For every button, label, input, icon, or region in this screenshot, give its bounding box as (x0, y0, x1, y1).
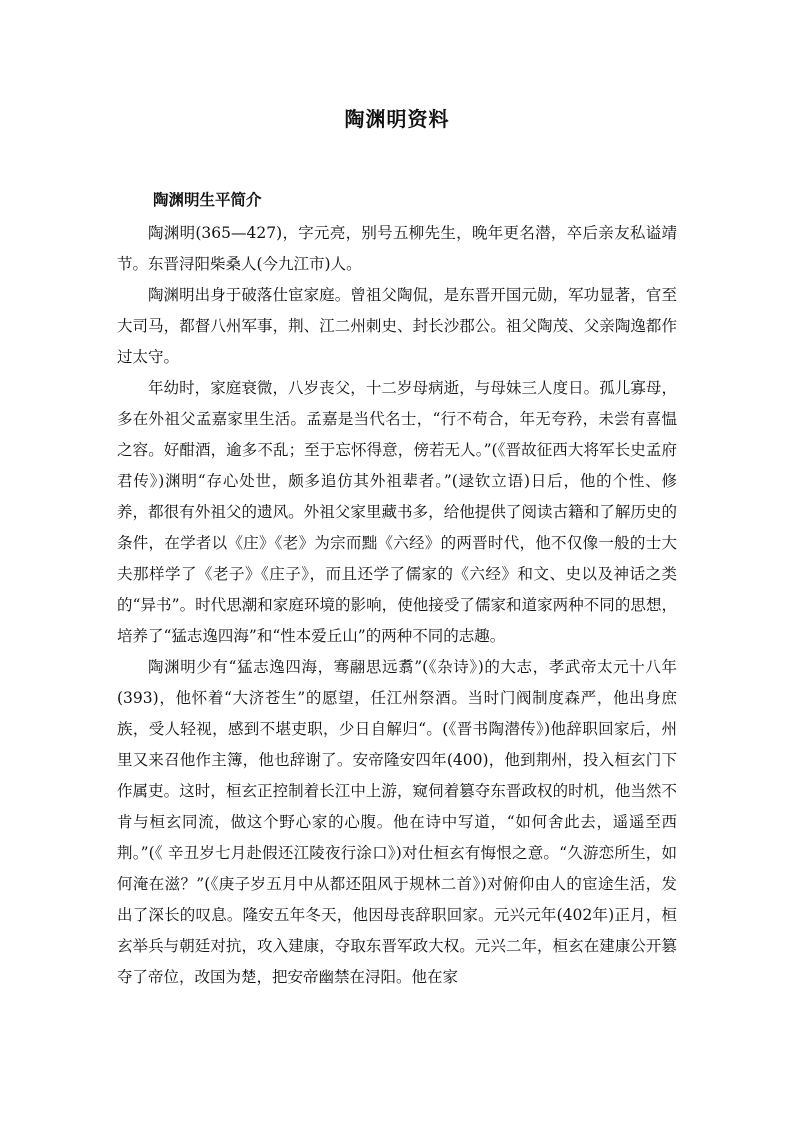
document-title: 陶渊明资料 (344, 107, 450, 131)
section-heading: 陶渊明生平简介 (153, 191, 262, 209)
paragraph: 陶渊明少有“猛志逸四海，骞翮思远翥”(《杂诗》)的大志，孝武帝太元十八年(393)，他怀着“大济苍生”的愿望，任江州祭酒。当时门阀制度森严，他出身庶族，受人轻视，感到不堪吏职，少日自解归“。(《晋书陶潜传》)他辞职回家后，州里又来召他作主簿，他也辞谢了。安帝隆安四年(400)，他到荆州，投入桓玄门下作属吏。这时，桓玄正控制着长江中上游，窥伺着篡夺东晋政权的时机，他当然不肯与桓玄同流，做这个野心家的心腹。他在诗中写道，“如何舍此去，遥遥至西荆。”(《 辛丑岁七月赴假还江陵夜行涂口》)对仕桓玄有悔恨之意。“久游恋所生，如何淹在滋？”(《庚子岁五月中从都还阻风于规林二首》)对俯仰由人的宦途生活，发出了深长的叹息。隆安五年冬天，他因母丧辞职回家。元兴元年(402年)正月，桓玄举兵与朝廷对抗，攻入建康，夺取东晋军政大权。元兴二年，桓玄在建康公开篡夺了帝位，改国为楚，把安帝幽禁在浔阳。他在家 (117, 658, 677, 986)
paragraph: 年幼时，家庭衰微，八岁丧父，十二岁母病逝，与母妹三人度日。孤儿寡母，多在外祖父孟嘉家里生活。孟嘉是当代名士，“行不苟合，年无夸矜，未尝有喜愠之容。好酣酒，逾多不乱；至于忘怀得意，傍若无人。”(《晋故征西大将军长史孟府君传》)渊明“存心处世，颇多追仿其外祖辈者。”(逯钦立语)日后，他的个性、修养，都很有外祖父的遗风。外祖父家里藏书多，给他提供了阅读古籍和了解历史的条件，在学者以《庄》《老》为宗而黜《六经》的两晋时代，他不仅像一般的士大夫那样学了《老子》《庄子》，而且还学了儒家的《六经》和文、史以及神话之类的“异书”。时代思潮和家庭环境的影响，使他接受了儒家和道家两种不同的思想，培养了“猛志逸四海”和“性本爱丘山”的两种不同的志趣。 (117, 379, 677, 645)
document-body (117, 218, 677, 993)
paragraph: 陶渊明出身于破落仕宦家庭。曾祖父陶侃，是东晋开国元勋，军功显著，官至大司马，都督八州军事，荆、江二州刺史、封长沙郡公。祖父陶茂、父亲陶逸都作过太守。 (117, 286, 677, 366)
paragraph: 陶渊明(365—427)，字元亮，别号五柳先生，晚年更名潜，卒后亲友私谥靖节。东晋浔阳柴桑人(今九江市)人。 (117, 224, 677, 273)
